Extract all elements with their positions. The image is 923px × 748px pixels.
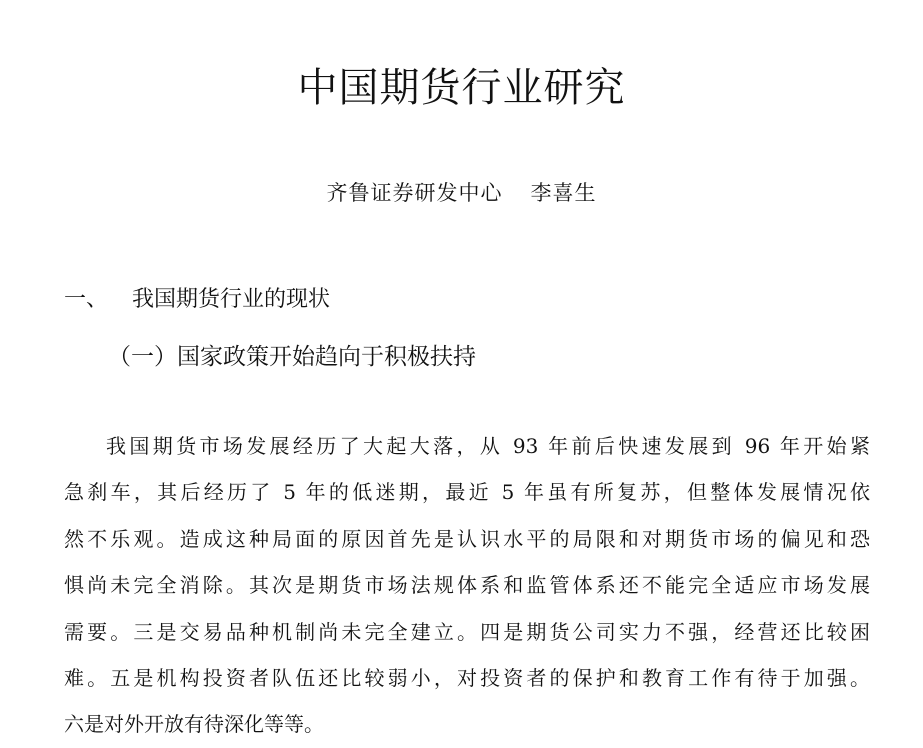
paragraph-line: 六是对外开放有待深化等等。 [64, 712, 324, 737]
subsection-heading: （一）国家政策开始趋向于积极扶持 [108, 344, 476, 370]
body-paragraph [64, 423, 870, 748]
section-number: 一、 [64, 287, 109, 312]
byline-organization: 齐鲁证券研发中心 [326, 181, 503, 205]
paragraph-line: 然不乐观。造成这种局面的原因首先是认识水平的局限和对期货市场的偏见和恐 [64, 526, 870, 551]
paragraph-line: 急刹车，其后经历了 5 年的低迷期，最近 5 年虽有所复苏，但整体发展情况依 [64, 480, 870, 505]
paragraph-line: 我国期货市场发展经历了大起大落，从 93 年前后快速发展到 96 年开始紧 [106, 434, 870, 458]
byline-author: 李喜生 [530, 181, 597, 205]
paragraph-line: 需要。三是交易品种机制尚未完全建立。四是期货公司实力不强，经营还比较困 [64, 619, 870, 644]
section-heading [64, 284, 330, 316]
document-title: 中国期货行业研究 [297, 65, 626, 111]
paragraph-line: 难。五是机构投资者队伍还比较弱小，对投资者的保护和教育工作有待于加强。 [64, 666, 870, 691]
byline [0, 178, 923, 208]
section-title: 我国期货行业的现状 [132, 287, 331, 312]
paragraph-line: 惧尚未完全消除。其次是期货市场法规体系和监管体系还不能完全适应市场发展 [64, 573, 870, 598]
